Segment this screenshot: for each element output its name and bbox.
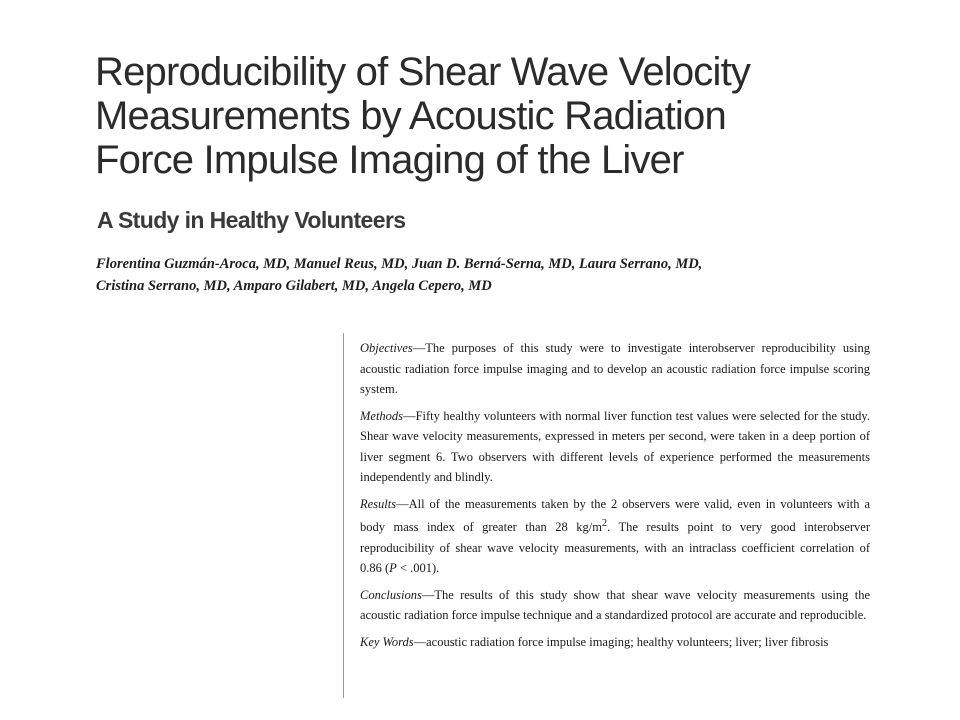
objectives-heading: Objectives [360,341,413,355]
author-list [96,253,816,297]
keywords-text: acoustic radiation force impulse imaging; healthy volunteers; liver; liver fibrosis [426,634,829,649]
abstract-objectives: Objectives—The purposes of this study were to investigate interobserver reproducibility using acoustic radiation force impulse imaging and to develop an acoustic radiation force impulse scoring system. [360,341,870,396]
abstract-content [360,338,870,658]
abstract-keywords: Key Words—acoustic radiation force impulse imaging; healthy volunteers; liver; liver fibrosis [360,634,829,649]
title-line-2: Measurements by Acoustic Radiation [95,94,726,138]
author-line-2: Cristina Serrano, MD, Amparo Gilabert, MD, Angela Cepero, MD [96,278,492,294]
abstract-methods: Methods—Fifty healthy volunteers with normal liver function test values were selected for the study. Shear wave velocity measurements, expressed in meters per second, were taken in a deep portion of liver segment 6. Two observers with different levels of experience performed the measurements independently and blindly. [360,408,870,484]
conclusions-text: The results of this study show that shear wave velocity measurements using the acoustic radiation force impulse technique and a standardized protocol are accurate and reproducible. [360,587,870,623]
abstract-results: Results—All of the measurements taken by the 2 observers were valid, even in volunteers with a body mass index of greater than 28 $kg/m^2$. The results point to very good interobserver reproducibility of shear wave velocity measurements, with an intraclass coefficient correlation of 0.86 (P < .001). [360,496,870,576]
results-p-symbol: P [389,561,397,576]
conclusions-heading: Conclusions [360,587,422,602]
results-text-c: < .001). [396,561,440,576]
results-text-a: All of the measurements taken by the 2 observers were valid, even in volunteers with a body mass index of greater than 28 kg/m [360,496,870,535]
methods-heading: Methods [360,408,404,423]
article-title [95,50,895,182]
title-line-1: Reproducibility of Shear Wave Velocity [95,50,751,94]
results-superscript: 2 [601,518,608,529]
methods-text: Fifty healthy volunteers with normal liver function test values were selected for the study. Shear wave velocity measurements, expressed in meters per second, were taken in a deep portion of liver segment 6. Two observers with different levels of experience performed the measurements independently and blindly. [360,408,870,484]
keywords-heading: Key Words [360,634,414,649]
author-line-1: Florentina Guzmán-Aroca, MD, Manuel Reus, MD, Juan D. Berná-Serna, MD, Laura Serrano, MD, [96,256,703,272]
title-line-3: Force Impulse Imaging of the Liver [95,138,684,182]
objectives-text: The purposes of this study were to investigate interobserver reproducibility using acoustic radiation force impulse imaging and to develop an acoustic radiation force impulse scoring system. [360,341,870,396]
article-subtitle: A Study in Healthy Volunteers [97,207,406,233]
results-heading: Results [360,496,397,511]
abstract-box [343,333,874,698]
abstract-conclusions: Conclusions—The results of this study show that shear wave velocity measurements using the acoustic radiation force impulse technique and a standardized protocol are accurate and reproducible. [360,587,870,623]
results-text-b: . The results point to very good interobserver reproducibility of shear wave velocity measurements, with an intraclass coefficient correlation of 0.86 ( [360,520,870,576]
